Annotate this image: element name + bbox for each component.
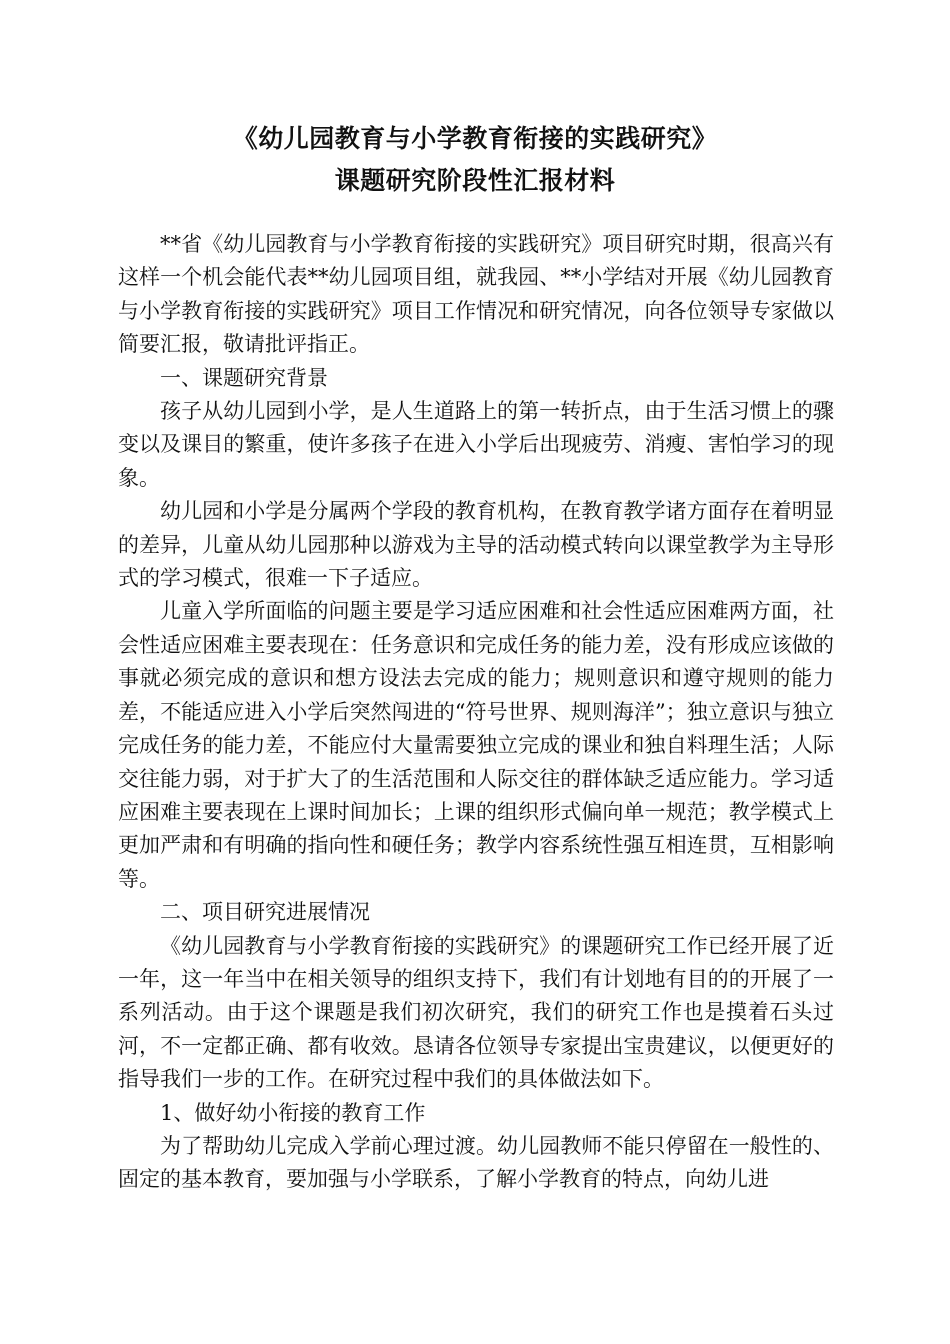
title-block bbox=[110, 118, 840, 202]
body-paragraph: 孩子从幼儿园到小学，是人生道路上的第一转折点，由于生活习惯上的骤变以及课目的繁重，使许多孩子在进入小学后出现疲劳、消瘦、害怕学习的现象。 bbox=[118, 399, 834, 490]
document-title-line-1: 《幼儿园教育与小学教育衔接的实践研究》 bbox=[232, 124, 718, 153]
document-body bbox=[118, 228, 834, 1197]
section-heading-background: 一、课题研究背景 bbox=[160, 365, 328, 390]
body-paragraph: 儿童入学所面临的问题主要是学习适应困难和社会性适应困难两方面，社会性适应困难主要表现在：任务意识和完成任务的能力差，没有形成应该做的事就必须完成的意识和想方设法去完成的能力；规则意识和遵守规则的能力差，不能适应进入小学后突然闯进的“符号世界、规则海洋”；独立意识与独立完成任务的能力差，不能应付大量需要独立完成的课业和独自料理生活；人际交往能力弱，对于扩大了的生活范围和人际交往的群体缺乏适应能力。学习适应困难主要表现在上课时间加长；上课的组织形式偏向单一规范；教学模式上更加严肃和有明确的指向性和硬任务；教学内容系统性强互相连贯，互相影响等。 bbox=[118, 599, 834, 891]
intro-paragraph: **省《幼儿园教育与小学教育衔接的实践研究》项目研究时期，很高兴有这样一个机会能代表**幼儿园项目组，就我园、**小学结对开展《幼儿园教育与小学教育衔接的实践研究》项目工作情况和研究情况，向各位领导专家做以简要汇报，敬请批评指正。 bbox=[118, 232, 834, 357]
section-heading-progress: 二、项目研究进展情况 bbox=[160, 900, 370, 925]
body-paragraph: 幼儿园和小学是分属两个学段的教育机构，在教育教学诸方面存在着明显的差异，儿童从幼儿园那种以游戏为主导的活动模式转向以课堂教学为主导形式的学习模式，很难一下子适应。 bbox=[118, 499, 834, 591]
subsection-heading: 1、做好幼小衔接的教育工作 bbox=[160, 1100, 426, 1125]
body-paragraph: 为了帮助幼儿完成入学前心理过渡。幼儿园教师不能只停留在一般性的、固定的基本教育，要加强与小学联系，了解小学教育的特点，向幼儿进 bbox=[118, 1133, 834, 1192]
body-paragraph: 《幼儿园教育与小学教育衔接的实践研究》的课题研究工作已经开展了近一年，这一年当中在相关领导的组织支持下，我们有计划地有目的的开展了一系列活动。由于这个课题是我们初次研究，我们的研究工作也是摸着石头过河，不一定都正确、都有收效。恳请各位领导专家提出宝贵建议，以便更好的指导我们一步的工作。在研究过程中我们的具体做法如下。 bbox=[118, 933, 834, 1092]
document-title-line-2: 课题研究阶段性汇报材料 bbox=[334, 166, 616, 195]
